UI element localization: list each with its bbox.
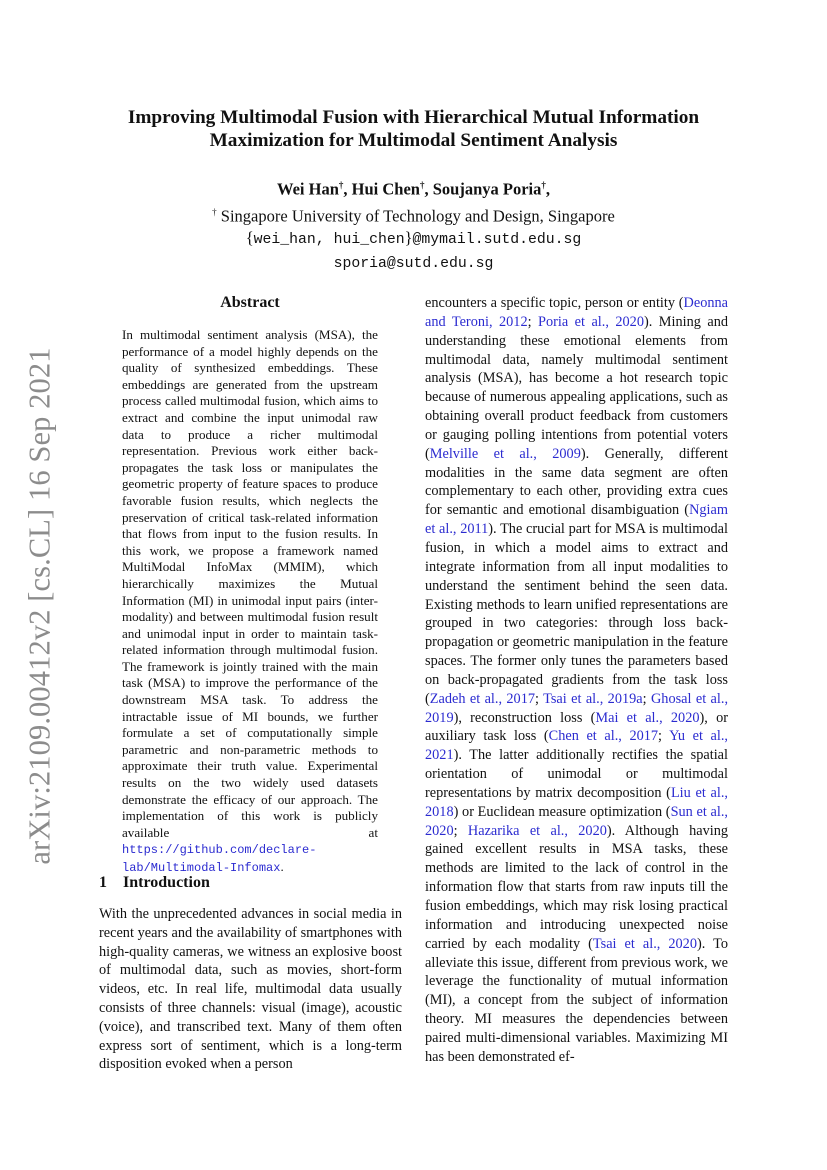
abstract-body: [122, 327, 378, 877]
dagger-mark: †: [541, 180, 546, 190]
citation-link[interactable]: Hazarika et al., 2020: [467, 822, 607, 839]
email-domain: @mymail.sutd.edu.sg: [412, 232, 582, 248]
citation-separator: ;: [535, 690, 544, 707]
section-heading-introduction: [99, 874, 210, 892]
citation-link[interactable]: Yu et al., 2021: [425, 728, 728, 764]
body-text: ). The latter additionally rectifies the spatial orientation of unimodal or multimodal representations by matrix decomposition (: [425, 747, 728, 801]
affiliation-text: Singapore University of Technology and Design, Singapore: [220, 206, 615, 225]
email-users: wei_han, hui_chen: [253, 232, 405, 248]
citation-link[interactable]: Melville et al., 2009: [429, 445, 581, 462]
body-text: ), reconstruction loss (: [453, 709, 596, 726]
title-line-2: Maximization for Multimodal Sentiment Analysis: [209, 130, 618, 151]
body-text: ). Although having gained excellent results in MSA tasks, these methods are limited to the lack of control in the information flow that starts from raw inputs till the fusion embeddings, which may risk losing practical information and introducing unexpected noise carried by each modality (: [425, 822, 729, 952]
author-block: [100, 174, 727, 275]
body-text: ). The crucial part for MSA is multimodal fusion, in which a model aims to extract and integrate information from all input modalities to understand the sentiment behind the seen data. Existing methods to learn unified representations are grouped in two categories: through loss back-propagation or geometric manipulation in the feature spaces. The former only tunes the parameters based on back-propagated gradients from the task loss (: [425, 521, 728, 707]
body-text: encounters a specific topic, person or entity (: [425, 295, 684, 311]
citation-separator: ;: [527, 313, 539, 330]
repository-link[interactable]: https://github.com/declare-lab/Multimodal-Infomax: [122, 843, 317, 875]
citation-separator: ;: [453, 822, 468, 839]
email-line-2: [100, 251, 727, 275]
body-text: ). Mining and understanding these emotional elements from multimodal data, namely multimodal sentiment analysis (MSA), has become a hot research topic because of numerous appealing applications, such as obtaining overall product feedback from customers or gauging polling intentions from potential voters (: [425, 313, 728, 462]
section-title: Introduction: [123, 874, 210, 891]
introduction-paragraph-right: [425, 294, 728, 1067]
citation-link[interactable]: Ghosal et al., 2019: [425, 690, 729, 726]
body-text: ). To alleviate this issue, different from previous work, we leverage the functionality of mutual information (MI), a concept from the subject of information theory. MI measures the dependencies between paired multi-dimensional variables. Maximizing MI has been demonstrated ef-: [425, 935, 728, 1065]
affiliation: [100, 201, 727, 228]
author-name: Soujanya Poria: [432, 179, 542, 199]
body-text: ) or Euclidean measure optimization (: [453, 803, 671, 820]
author-names: [100, 174, 727, 201]
dagger-mark: †: [212, 206, 217, 217]
brace-close: }: [404, 228, 413, 247]
paper-title: [100, 106, 727, 152]
citation-link[interactable]: Mai et al., 2020: [595, 709, 700, 726]
arxiv-sidebar: [18, 347, 62, 865]
citation-separator: ;: [642, 690, 651, 707]
citation-link[interactable]: Zadeh et al., 2017: [429, 690, 536, 707]
citation-link[interactable]: Deonna and Teroni, 2012: [425, 295, 728, 330]
email-address: sporia@sutd.edu.sg: [333, 256, 494, 272]
author-separator: ,: [424, 179, 433, 199]
citation-link[interactable]: Poria et al., 2020: [538, 313, 644, 330]
dagger-mark: †: [419, 180, 425, 190]
citation-link[interactable]: Liu et al., 2018: [425, 784, 728, 820]
author-name: Hui Chen: [351, 179, 420, 199]
section-number: 1: [99, 874, 107, 891]
brace-open: {: [245, 228, 254, 247]
abstract-end: .: [280, 859, 284, 874]
body-text: ), or auxiliary task loss (: [425, 709, 728, 745]
author-name: Wei Han: [277, 179, 339, 199]
title-line-1: Improving Multimodal Fusion with Hierarchical Mutual Information: [127, 107, 700, 128]
email-line-1: [100, 227, 727, 251]
author-trailing-comma: ,: [545, 179, 550, 199]
citation-link[interactable]: Tsai et al., 2019a: [543, 690, 643, 707]
introduction-paragraph-left: With the unprecedented advances in social media in recent years and the availability of smartphones with high-quality cameras, we witness an explosive boost of multimodal data, such as movies, short-form videos, etc. In real life, multimodal data usually consists of three channels: visual (image), acoustic (voice), and transcribed text. Many of them often express sort of sentiment, which is a long-term disposition evoked when a person: [99, 906, 402, 1073]
citation-link[interactable]: Chen et al., 2017: [548, 728, 659, 745]
abstract-text: In multimodal sentiment analysis (MSA), the performance of a model highly depends on the quality of synthesized embeddings. These embeddings are generated from the upstream process called multimodal fusion, which aims to extract and combine the input unimodal raw data to produce a richer multimodal representation. Previous work either back-propagates the task loss or manipulates the geometric property of feature spaces to produce favorable fusion results, which neglects the preservation of critical task-related information that flows from input to the fusion results. In this work, we propose a framework named MultiModal InfoMax (MMIM), which hierarchically maximizes the Mutual Information (MI) in unimodal input pairs (inter-modality) and between multimodal fusion result and unimodal input in order to maintain task-related information through multimodal fusion. The framework is jointly trained with the main task (MSA) to improve the performance of the downstream MSA task. To address the intractable issue of MI bounds, we further formulate a set of computationally simple parametric and non-parametric methods to approximate their truth value. Experimental results on the two widely used datasets demonstrate the efficacy of our approach. The implementation of this work is publicly available at: [122, 327, 378, 840]
abstract-heading: Abstract: [220, 294, 280, 311]
arxiv-identifier: arXiv:2109.00412v2 [cs.CL] 16 Sep 2021: [22, 347, 57, 865]
author-separator: ,: [343, 179, 352, 199]
citation-link[interactable]: Tsai et al., 2020: [592, 935, 697, 952]
citation-link[interactable]: Sun et al., 2020: [425, 803, 729, 839]
citation-link[interactable]: Ngiam et al., 2011: [425, 502, 728, 538]
dagger-mark: †: [338, 180, 344, 190]
citation-separator: ;: [658, 728, 670, 745]
body-text: ). Generally, different modalities in the same data segment are often complementary to each other, providing extra cues for semantic and emotional disambiguation (: [425, 445, 729, 519]
